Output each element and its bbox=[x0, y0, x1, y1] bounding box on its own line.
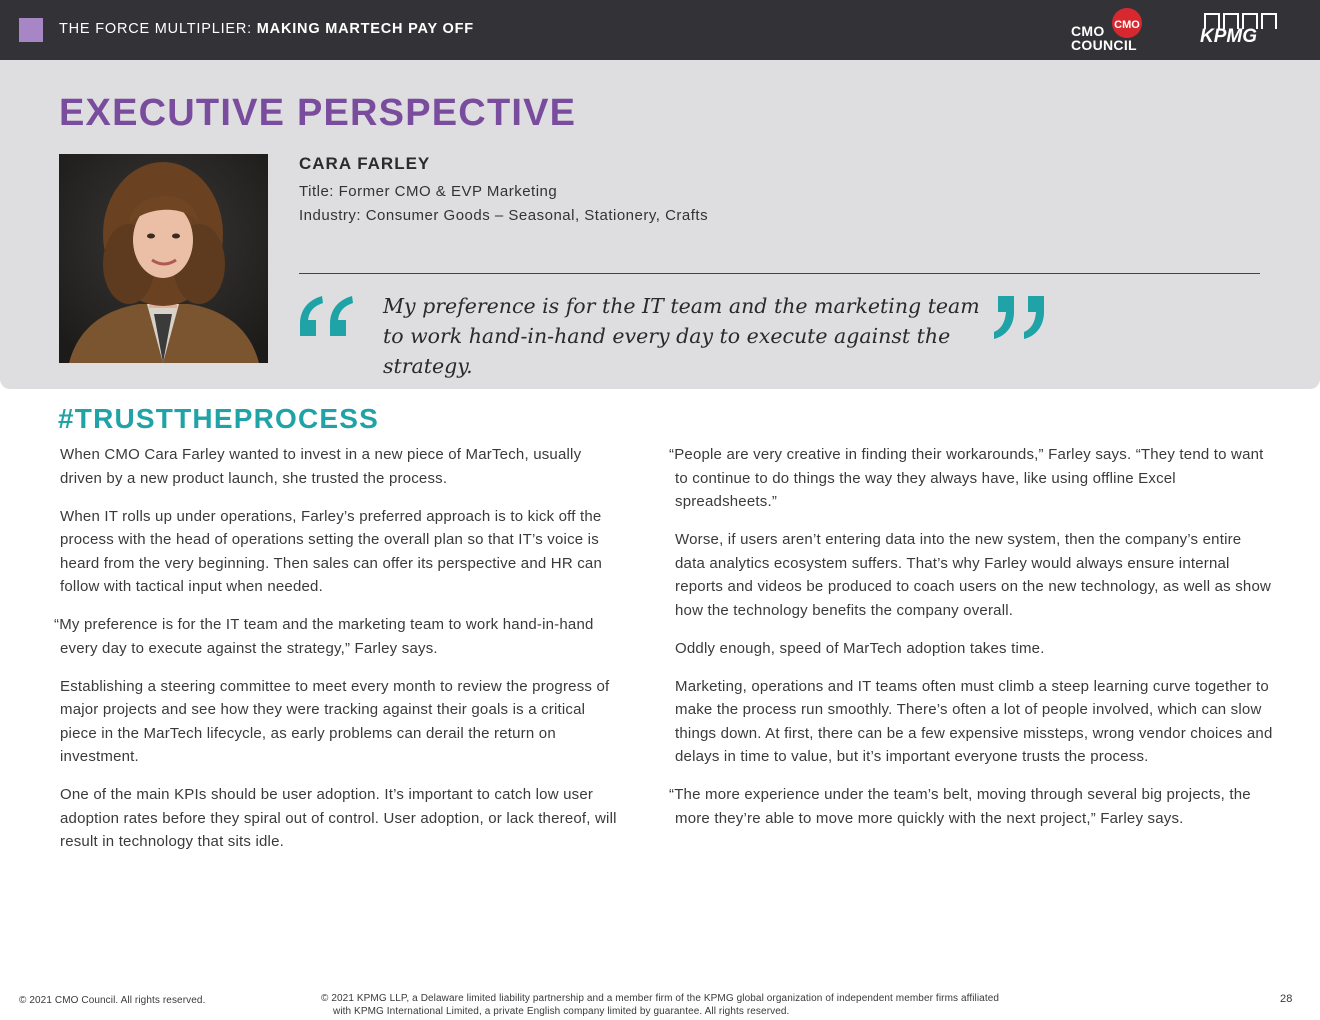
pull-quote-text: My preference is for the IT team and the marketing team to work hand-in-hand every day to execute against the strategy. bbox=[383, 294, 980, 378]
cmo-logo-wordmark bbox=[1071, 24, 1137, 52]
left-paragraph-1: When CMO Cara Farley wanted to invest in a new piece of MarTech, usually driven by a new product launch, she trusted the process. bbox=[60, 446, 582, 487]
top-header-bar bbox=[0, 0, 1320, 60]
close-quote-icon bbox=[994, 294, 1052, 340]
executive-title: Title: Former CMO & EVP Marketing bbox=[299, 183, 558, 200]
cmo-council-logo bbox=[1070, 6, 1150, 56]
left-paragraph-4: Establishing a steering committee to meet every month to review the progress of major projects and see how they were tracking against their goals is a critical piece in the MarTech lifecycle, as early problems can derail the return on investment. bbox=[60, 677, 610, 765]
right-paragraph-3: Oddly enough, speed of MarTech adoption takes time. bbox=[675, 639, 1045, 657]
portrait-illustration bbox=[59, 154, 268, 363]
executive-portrait-photo bbox=[59, 154, 268, 363]
cmo-logo-line2: COUNCIL bbox=[1071, 37, 1137, 53]
right-paragraph-2: Worse, if users aren’t entering data into the new system, then the company’s entire data analytics ecosystem suffers. That’s why Farley would always ensure internal reports and videos be produced to coach users on the new technology, as well as show how the technology benefits the company overall. bbox=[675, 531, 1272, 619]
left-paragraph-5: One of the main KPIs should be user adoption. It’s important to catch low user adoption rates before they spiral out of control. User adoption, or lack thereof, will result in technology that sits idle. bbox=[60, 786, 617, 850]
report-title bbox=[59, 21, 474, 37]
kpmg-copyright-line1: © 2021 KPMG LLP, a Delaware limited liability partnership and a member firm of the KPMG global organization of independent member firms affiliated bbox=[321, 993, 1000, 1004]
report-title-bold: MAKING MARTECH PAY OFF bbox=[256, 21, 474, 37]
page-number: 28 bbox=[1280, 993, 1293, 1005]
section-hashtag-heading: #TRUSTTHEPROCESS bbox=[58, 403, 380, 434]
divider-rule bbox=[299, 273, 1260, 274]
cmo-copyright: © 2021 CMO Council. All rights reserved. bbox=[19, 995, 206, 1006]
right-paragraph-4: Marketing, operations and IT teams often must climb a steep learning curve together to make the process run smoothly. There’s often a lot of people involved, which can slow things down. At first, there can be a few expensive missteps, wrong vendor choices and delays in time to value, but it’s important everyone trusts the process. bbox=[675, 677, 1273, 765]
accent-square bbox=[19, 18, 43, 42]
left-paragraph-3: “My preference is for the IT team and the marketing team to work hand-in-hand every day to execute against the strategy,” Farley says. bbox=[54, 616, 594, 657]
report-title-light: THE FORCE MULTIPLIER: bbox=[59, 21, 257, 37]
executive-perspective-heading: EXECUTIVE PERSPECTIVE bbox=[59, 92, 577, 134]
right-paragraph-5: “The more experience under the team’s belt, moving through several big projects, the more they’re able to move more quickly with the next project,” Farley says. bbox=[669, 786, 1251, 827]
article-left-column bbox=[54, 443, 620, 868]
cmo-mark-text: CMO bbox=[1114, 19, 1140, 31]
kpmg-wordmark: KPMG bbox=[1200, 26, 1257, 47]
kpmg-logo bbox=[1198, 13, 1280, 47]
right-paragraph-1: “People are very creative in finding their workarounds,” Farley says. “They tend to want to continue to do things the way they always have, like using offline Excel spreadsheets.” bbox=[669, 446, 1264, 510]
executive-name: CARA FARLEY bbox=[299, 154, 431, 173]
article-right-column bbox=[669, 443, 1275, 845]
open-quote-icon bbox=[298, 294, 356, 338]
executive-industry: Industry: Consumer Goods – Seasonal, Stationery, Crafts bbox=[299, 207, 709, 224]
cmo-logo-line1: CMO bbox=[1071, 23, 1105, 39]
kpmg-copyright-line2: with KPMG International Limited, a private English company limited by guarantee. All rights reserved. bbox=[333, 1005, 790, 1017]
kpmg-copyright bbox=[321, 993, 999, 1018]
left-paragraph-2: When IT rolls up under operations, Farley’s preferred approach is to kick off the process with the head of operations setting the overall plan so that IT’s voice is heard from the very beginning. Then sales can offer its perspective and HR can follow with tactical input when needed. bbox=[60, 507, 603, 595]
